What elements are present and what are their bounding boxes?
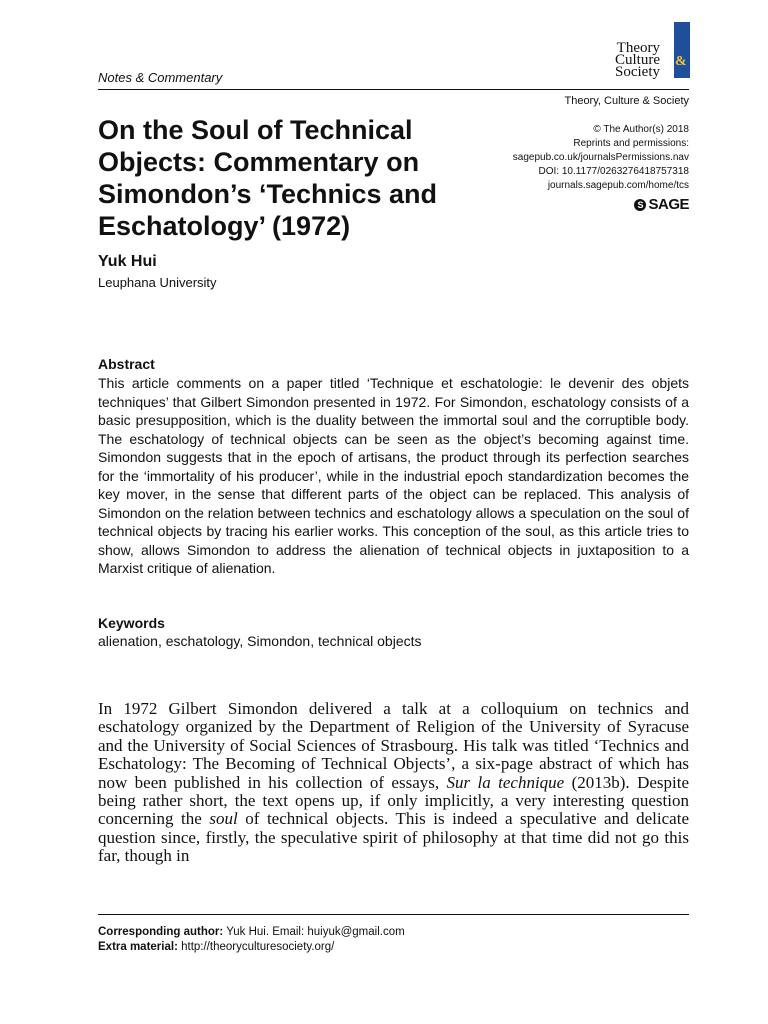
body-text-1: In 1972 Gilbert Simondon delivered a talk at a colloquium on technics and eschatology organized by the Department of Religion of the University of Syracuse and the University of Social Sciences of Strasbourg. His talk was titled ‘Technics and Eschatology: The Becoming of Technical Objects’, a six-page abstract of which has now been published in his collection of essays,: [98, 699, 689, 792]
corresponding-author: [98, 926, 405, 938]
permissions-link[interactable]: sagepub.co.uk/journalsPermissions.nav: [512, 152, 689, 163]
logo-line-culture: Culture: [615, 52, 660, 68]
publisher-name: SAGE: [648, 196, 689, 213]
reprints-label: Reprints and permissions:: [573, 138, 689, 149]
abstract-heading: Abstract: [98, 356, 155, 372]
extra-material: [98, 941, 334, 953]
abstract-text: This article comments on a paper titled ‘Technique et eschatologie: le devenir des objets techniques’ that Gilbert Simondon presented in 1972. For Simondon, eschatology consists of a basic presupposition, which is the duality between the immortal soul and the corruptible body. The eschatology of technical objects can be seen as the object’s becoming against time. Simondon suggests that in the epoch of artisans, the product through its perfection searches for the ‘immortality of his producer’, while in the industrial epoch standardization becomes the key mover, in the sense that different parts of the object can be replaced. This analysis of Simondon on the relation between technics and eschatology allows a speculation on the soul of technical objects by tracing his earlier works. This conception of the soul, as this article tries to show, allows Simondon to address the alienation of technical objects in juxtaposition to a Marxist critique of alienation.: [98, 375, 689, 576]
journal-name: Theory, Culture & Society: [564, 95, 689, 107]
keywords-heading: Keywords: [98, 615, 165, 631]
journal-logo-wordmark: [615, 42, 660, 78]
corresponding-text[interactable]: Yuk Hui. Email: huiyuk@gmail.com: [223, 926, 405, 938]
body-italic-soul: soul: [209, 809, 238, 829]
article-title: On the Soul of Technical Objects: Commentary on Simondon’s ‘Technics and Eschatology’ (1972): [98, 115, 438, 241]
journal-logo: [602, 22, 690, 88]
author-affiliation: Leuphana University: [98, 275, 217, 290]
body-text-3: of technical objects. This is indeed a speculative and delicate question since, firstly, the speculative spirit of philosophy at that time did not go this far, though in: [98, 809, 689, 866]
article-meta: [513, 123, 689, 193]
section-label: Notes & Commentary: [98, 70, 223, 85]
logo-line-theory: Theory: [616, 40, 660, 56]
copyright: © The Author(s) 2018: [593, 124, 689, 135]
body-text-2: (2013b). Despite being rather short, the text opens up, if only implicitly, a very interesting question concerning the: [98, 772, 689, 829]
body-italic-title: Sur la technique: [446, 772, 565, 792]
publisher-logo: [634, 196, 689, 213]
extra-link[interactable]: http://theoryculturesociety.org/: [177, 941, 335, 953]
extra-label: Extra material:: [98, 941, 178, 953]
body-paragraph: [98, 700, 689, 866]
doi[interactable]: DOI: 10.1177/0263276418757318: [538, 166, 689, 177]
journal-link[interactable]: journals.sagepub.com/home/tcs: [547, 180, 689, 191]
footnote-divider: [98, 914, 689, 915]
sage-icon: S: [634, 199, 646, 211]
keywords-list: alienation, eschatology, Simondon, technical objects: [98, 633, 422, 649]
logo-ampersand: &: [675, 54, 687, 69]
header-divider: [98, 89, 689, 90]
logo-line-society: Society: [615, 64, 660, 80]
corresponding-label: Corresponding author:: [98, 926, 224, 938]
author-name: Yuk Hui: [98, 253, 157, 270]
